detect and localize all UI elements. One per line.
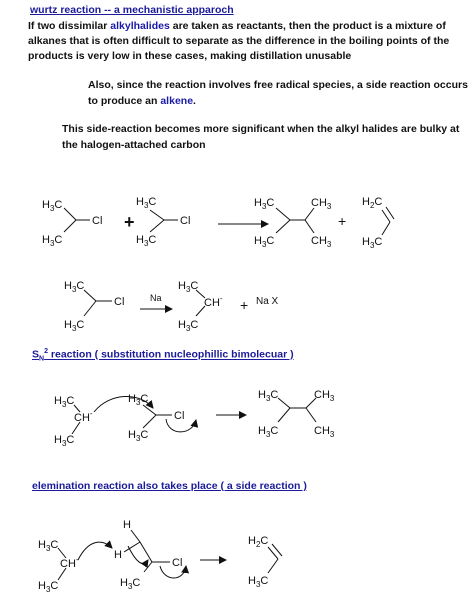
r2p-carbanion: CH- <box>204 294 223 309</box>
el-cl: Cl <box>172 557 183 569</box>
sn2p-h3c-top: $H_3C$ <box>258 389 279 403</box>
sn2-nuc-h3c-bottom: $H_3C$ <box>54 434 75 448</box>
r2-cl: Cl <box>114 296 125 308</box>
el-carbanion: CH- <box>60 555 79 570</box>
r1a-cl: Cl <box>92 215 103 227</box>
para1-text-before: If two dissimilar <box>28 20 111 32</box>
sn2p-ch3-top: $CH_3$ <box>314 389 335 403</box>
el-sub-h3c: $H_3C$ <box>120 577 141 591</box>
sn2p-h3c-bottom: $H_3C$ <box>258 425 279 439</box>
r1a-h3c-top: $H_3C$ <box>42 199 63 213</box>
r2-plus: + <box>240 297 249 313</box>
el-nuc-h3c-bottom: $H_3C$ <box>38 580 59 594</box>
r1-propene-h2c: $H_2C$ <box>362 196 383 210</box>
el-nuc-h3c-top: $H_3C$ <box>38 539 59 553</box>
el-h-top: H <box>123 519 131 531</box>
r1p-h3c-bottom: $H_3C$ <box>254 235 275 249</box>
r2-h3c-bottom: $H_3C$ <box>64 319 85 333</box>
sn2-sub-h3c-top: $H_3C$ <box>128 393 149 407</box>
r1-plus-1: + <box>124 212 135 232</box>
r2-na-reagent: Na <box>150 293 162 303</box>
para1-highlight: alkylhalides <box>110 20 170 32</box>
sn2p-ch3-bottom: $CH_3$ <box>314 425 335 439</box>
para2-text-before: Also, since the reaction involves free radical species, a side reaction occurs to produce an <box>88 79 468 107</box>
r1-plus-2: + <box>338 213 347 229</box>
el-h-left: H <box>114 549 122 561</box>
para2-highlight: alkene <box>160 95 194 107</box>
paragraph-bulky-halides: This side-reaction becomes more significant when the alkyl halides are bulky at the halogen-attached carbon <box>62 123 460 151</box>
sn2-sub-h3c-bottom: $H_3C$ <box>128 429 149 443</box>
r2p-h3c-top: $H_3C$ <box>178 280 199 294</box>
r2-h3c-top: $H_3C$ <box>64 280 85 294</box>
r2-nax: Na X <box>256 296 279 307</box>
r1b-h3c-bottom: $H_3C$ <box>136 234 157 248</box>
sn2-sub: N <box>39 355 45 363</box>
r1b-h3c-top: $H_3C$ <box>136 196 157 210</box>
sn2-sup: 2 <box>44 348 48 355</box>
sn2-nuc-h3c-top: $H_3C$ <box>54 395 75 409</box>
r1p-ch3-top: $CH_3$ <box>311 197 332 211</box>
r1a-h3c-bottom: $H_3C$ <box>42 234 63 248</box>
r1p-ch3-bottom: $CH_3$ <box>311 235 332 249</box>
elimination-heading: elemination reaction also takes place ( a side reaction ) <box>32 480 307 492</box>
r1p-h3c-top: $H_3C$ <box>254 197 275 211</box>
sn2-rest: reaction ( substitution nucleophillic bimolecuar ) <box>47 348 294 361</box>
r2p-h3c-bottom: $H_3C$ <box>178 319 199 333</box>
r1-propene-h3c: $H_3C$ <box>362 236 383 250</box>
sn2-s: S <box>32 348 40 361</box>
el-product-h3c: $H_3C$ <box>248 575 269 589</box>
sn2-cl: Cl <box>174 410 185 422</box>
wurtz-heading: wurtz reaction -- a mechanistic apparoch <box>30 4 234 16</box>
para1-text-after: are taken as reactants, then the product is a mixture of alkanes that is often difficult to separate as the difference in the boiling points of the products is very low in these cases, making distillation unusable <box>28 20 450 62</box>
el-product-h2c: $H_2C$ <box>248 535 269 549</box>
sn2-carbanion: CH- <box>74 409 93 424</box>
para2-text-after: . <box>193 95 196 107</box>
r1b-cl: Cl <box>180 215 191 227</box>
